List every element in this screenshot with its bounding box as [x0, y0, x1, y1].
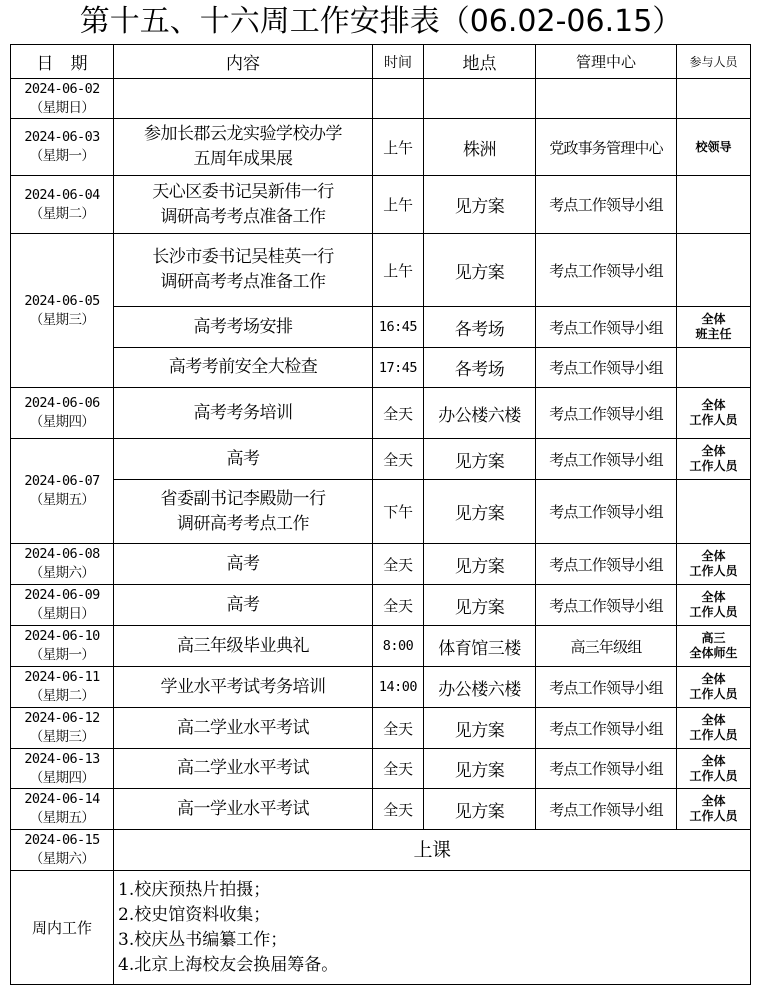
location-cell: 体育馆三楼 [424, 626, 536, 667]
date-cell [11, 789, 114, 830]
participants-line: 工作人员 [689, 809, 738, 823]
schedule-table [10, 44, 751, 985]
table-row [11, 585, 751, 626]
location-cell: 见方案 [424, 708, 536, 749]
participants-cell [677, 585, 751, 626]
participants-cell [677, 667, 751, 708]
management-cell: 考点工作领导小组 [536, 789, 677, 830]
location-cell: 见方案 [424, 585, 536, 626]
content-line: 天心区委书记吴新伟一行 [152, 181, 334, 202]
participants-cell [677, 626, 751, 667]
content-cell: 高考 [114, 439, 373, 480]
participants-cell [677, 388, 751, 439]
date-value: 2024-06-11 [24, 669, 100, 685]
content-cell [114, 79, 373, 119]
content-cell: 学业水平考试考务培训 [114, 667, 373, 708]
participants-cell [677, 708, 751, 749]
page-title: 第十五、十六周工作安排表（06.02-06.15） [79, 4, 683, 39]
location-cell: 见方案 [424, 544, 536, 585]
table-row [11, 708, 751, 749]
date-value: 2024-06-13 [24, 750, 100, 767]
weekday-value: （星期五） [29, 810, 95, 826]
weekday-value: （星期二） [29, 205, 95, 222]
participants-cell [677, 749, 751, 789]
management-cell [536, 79, 677, 119]
content-line: 调研高考考点准备工作 [160, 272, 326, 292]
time-cell: 8:00 [373, 626, 424, 667]
table-row [11, 789, 751, 830]
time-cell [373, 79, 424, 119]
management-cell: 考点工作领导小组 [536, 439, 677, 480]
header-participants: 参与人员 [677, 45, 751, 79]
weekday-value: （星期四） [29, 769, 95, 786]
management-cell: 高三年级组 [536, 626, 677, 667]
content-cell: 高二学业水平考试 [114, 708, 373, 749]
date-value: 2024-06-15 [24, 832, 100, 848]
date-value: 2024-06-04 [24, 186, 100, 203]
time-cell: 上午 [373, 176, 424, 234]
date-value: 2024-06-03 [24, 129, 100, 145]
date-value: 2024-06-10 [24, 628, 100, 644]
content-cell: 高考 [114, 544, 373, 585]
header-location: 地点 [424, 45, 536, 79]
content-cell [114, 119, 373, 176]
location-cell: 办公楼六楼 [424, 667, 536, 708]
date-cell [11, 626, 114, 667]
time-cell: 上午 [373, 234, 424, 307]
date-cell [11, 708, 114, 749]
participants-cell [677, 176, 751, 234]
time-cell: 14:00 [373, 667, 424, 708]
content-line: 参加长郡云龙实验学校办学 [144, 124, 342, 144]
management-cell: 考点工作领导小组 [536, 480, 677, 544]
weekday-value: （星期一） [29, 148, 95, 164]
time-cell: 全天 [373, 544, 424, 585]
participants-line: 工作人员 [689, 768, 738, 783]
table-row [11, 348, 751, 388]
header-date: 日 期 [11, 45, 114, 79]
date-cell [11, 79, 114, 119]
participants-cell [677, 480, 751, 544]
weekday-value: （星期三） [29, 311, 95, 328]
participants-line: 全体 [701, 672, 726, 686]
table-row [11, 388, 751, 439]
date-cell [11, 749, 114, 789]
management-cell: 考点工作领导小组 [536, 176, 677, 234]
table-row [11, 234, 751, 307]
weekday-value: （星期三） [29, 729, 95, 745]
date-value: 2024-06-12 [24, 710, 100, 726]
content-cell [114, 234, 373, 307]
location-cell [424, 79, 536, 119]
participants-cell [677, 544, 751, 585]
time-cell: 全天 [373, 749, 424, 789]
content-line: 调研高考考点准备工作 [160, 206, 326, 227]
date-cell [11, 119, 114, 176]
weekly-work-label: 周内工作 [11, 871, 114, 985]
date-cell [11, 544, 114, 585]
date-cell [11, 176, 114, 234]
header-row [11, 45, 751, 79]
location-cell: 株洲 [424, 119, 536, 176]
participants-line: 全体 [701, 312, 726, 326]
participants-cell [677, 789, 751, 830]
content-line: 五周年成果展 [193, 149, 293, 169]
date-value: 2024-06-14 [24, 791, 100, 807]
weekday-value: （星期六） [29, 565, 95, 581]
participants-line: 工作人员 [689, 564, 738, 578]
content-cell: 高一学业水平考试 [114, 789, 373, 830]
management-cell: 党政事务管理中心 [536, 119, 677, 176]
table-row [11, 79, 751, 119]
date-value: 2024-06-09 [24, 587, 100, 603]
weekday-value: （星期一） [29, 647, 95, 663]
management-cell: 考点工作领导小组 [536, 708, 677, 749]
table-row [11, 544, 751, 585]
date-cell [11, 439, 114, 544]
participants-line: 工作人员 [689, 687, 738, 701]
time-cell: 17:45 [373, 348, 424, 388]
content-line: 调研高考考点工作 [177, 513, 309, 534]
weekly-work-item: 2.校史馆资料收集； [118, 904, 271, 925]
date-value: 2024-06-02 [24, 80, 100, 97]
date-cell [11, 585, 114, 626]
participants-line: 全体 [701, 549, 726, 563]
management-cell: 考点工作领导小组 [536, 307, 677, 348]
date-cell [11, 667, 114, 708]
table-row [11, 439, 751, 480]
time-cell: 全天 [373, 789, 424, 830]
location-cell: 各考场 [424, 348, 536, 388]
participants-line: 全体 [701, 713, 726, 727]
content-cell [114, 480, 373, 544]
participants-line: 工作人员 [689, 605, 738, 619]
weekday-value: （星期四） [29, 414, 95, 430]
content-cell: 高考考场安排 [114, 307, 373, 348]
location-cell: 办公楼六楼 [424, 388, 536, 439]
weekly-work-item: 3.校庆丛书编纂工作； [118, 929, 288, 950]
content-cell [114, 176, 373, 234]
management-cell: 考点工作领导小组 [536, 234, 677, 307]
time-cell: 全天 [373, 439, 424, 480]
participants-line: 全体 [701, 753, 726, 768]
participants-line: 班主任 [695, 327, 732, 341]
date-cell [11, 234, 114, 388]
table-row [11, 667, 751, 708]
participants-line: 校领导 [695, 139, 732, 154]
participants-line: 工作人员 [689, 459, 738, 473]
content-cell: 高三年级毕业典礼 [114, 626, 373, 667]
header-content: 内容 [114, 45, 373, 79]
participants-cell [677, 234, 751, 307]
table-row [11, 119, 751, 176]
weekday-value: （星期日） [29, 606, 95, 622]
time-cell: 16:45 [373, 307, 424, 348]
weekday-value: （星期六） [29, 851, 95, 867]
content-line: 省委副书记李殿勋一行 [160, 488, 326, 509]
table-row [11, 626, 751, 667]
participants-cell [677, 119, 751, 176]
content-cell: 高考 [114, 585, 373, 626]
participants-cell [677, 439, 751, 480]
management-cell: 考点工作领导小组 [536, 749, 677, 789]
date-value: 2024-06-06 [24, 395, 100, 411]
location-cell: 见方案 [424, 234, 536, 307]
location-cell: 见方案 [424, 789, 536, 830]
table-row [11, 749, 751, 789]
participants-line: 全体 [701, 590, 726, 604]
time-cell: 全天 [373, 388, 424, 439]
weekday-value: （星期二） [29, 688, 95, 704]
location-cell: 见方案 [424, 439, 536, 480]
management-cell: 考点工作领导小组 [536, 667, 677, 708]
management-cell: 考点工作领导小组 [536, 388, 677, 439]
content-line: 长沙市委书记吴桂英一行 [152, 247, 334, 267]
participants-cell [677, 307, 751, 348]
participants-line: 工作人员 [689, 413, 738, 427]
weekly-work-item: 4.北京上海校友会换届筹备。 [118, 954, 339, 975]
participants-line: 全体 [701, 444, 726, 458]
date-cell [11, 830, 114, 871]
participants-line: 高三 [701, 631, 726, 645]
participants-line: 全体师生 [689, 646, 738, 660]
location-cell: 见方案 [424, 176, 536, 234]
table-row [11, 176, 751, 234]
management-cell: 考点工作领导小组 [536, 585, 677, 626]
content-cell: 高二学业水平考试 [114, 749, 373, 789]
participants-line: 全体 [701, 794, 726, 808]
date-cell [11, 388, 114, 439]
content-cell: 高考考前安全大检查 [114, 348, 373, 388]
weekly-work-row [11, 871, 751, 985]
merged-content-cell: 上课 [114, 830, 751, 871]
participants-line: 全体 [701, 398, 726, 412]
weekday-value: （星期日） [29, 99, 95, 116]
location-cell: 见方案 [424, 749, 536, 789]
weekly-work-list [114, 871, 751, 985]
participants-line: 工作人员 [689, 728, 738, 742]
participants-cell [677, 79, 751, 119]
location-cell: 见方案 [424, 480, 536, 544]
location-cell: 各考场 [424, 307, 536, 348]
time-cell: 全天 [373, 708, 424, 749]
header-management: 管理中心 [536, 45, 677, 79]
time-cell: 上午 [373, 119, 424, 176]
management-cell: 考点工作领导小组 [536, 348, 677, 388]
weekday-value: （星期五） [29, 492, 95, 508]
date-value: 2024-06-08 [24, 546, 100, 562]
date-value: 2024-06-05 [24, 292, 100, 309]
date-value: 2024-06-07 [24, 473, 100, 489]
table-row [11, 830, 751, 871]
content-cell: 高考考务培训 [114, 388, 373, 439]
table-row [11, 307, 751, 348]
weekly-work-item: 1.校庆预热片拍摄； [118, 879, 271, 900]
participants-cell [677, 348, 751, 388]
time-cell: 下午 [373, 480, 424, 544]
management-cell: 考点工作领导小组 [536, 544, 677, 585]
table-row [11, 480, 751, 544]
header-time: 时间 [373, 45, 424, 79]
time-cell: 全天 [373, 585, 424, 626]
